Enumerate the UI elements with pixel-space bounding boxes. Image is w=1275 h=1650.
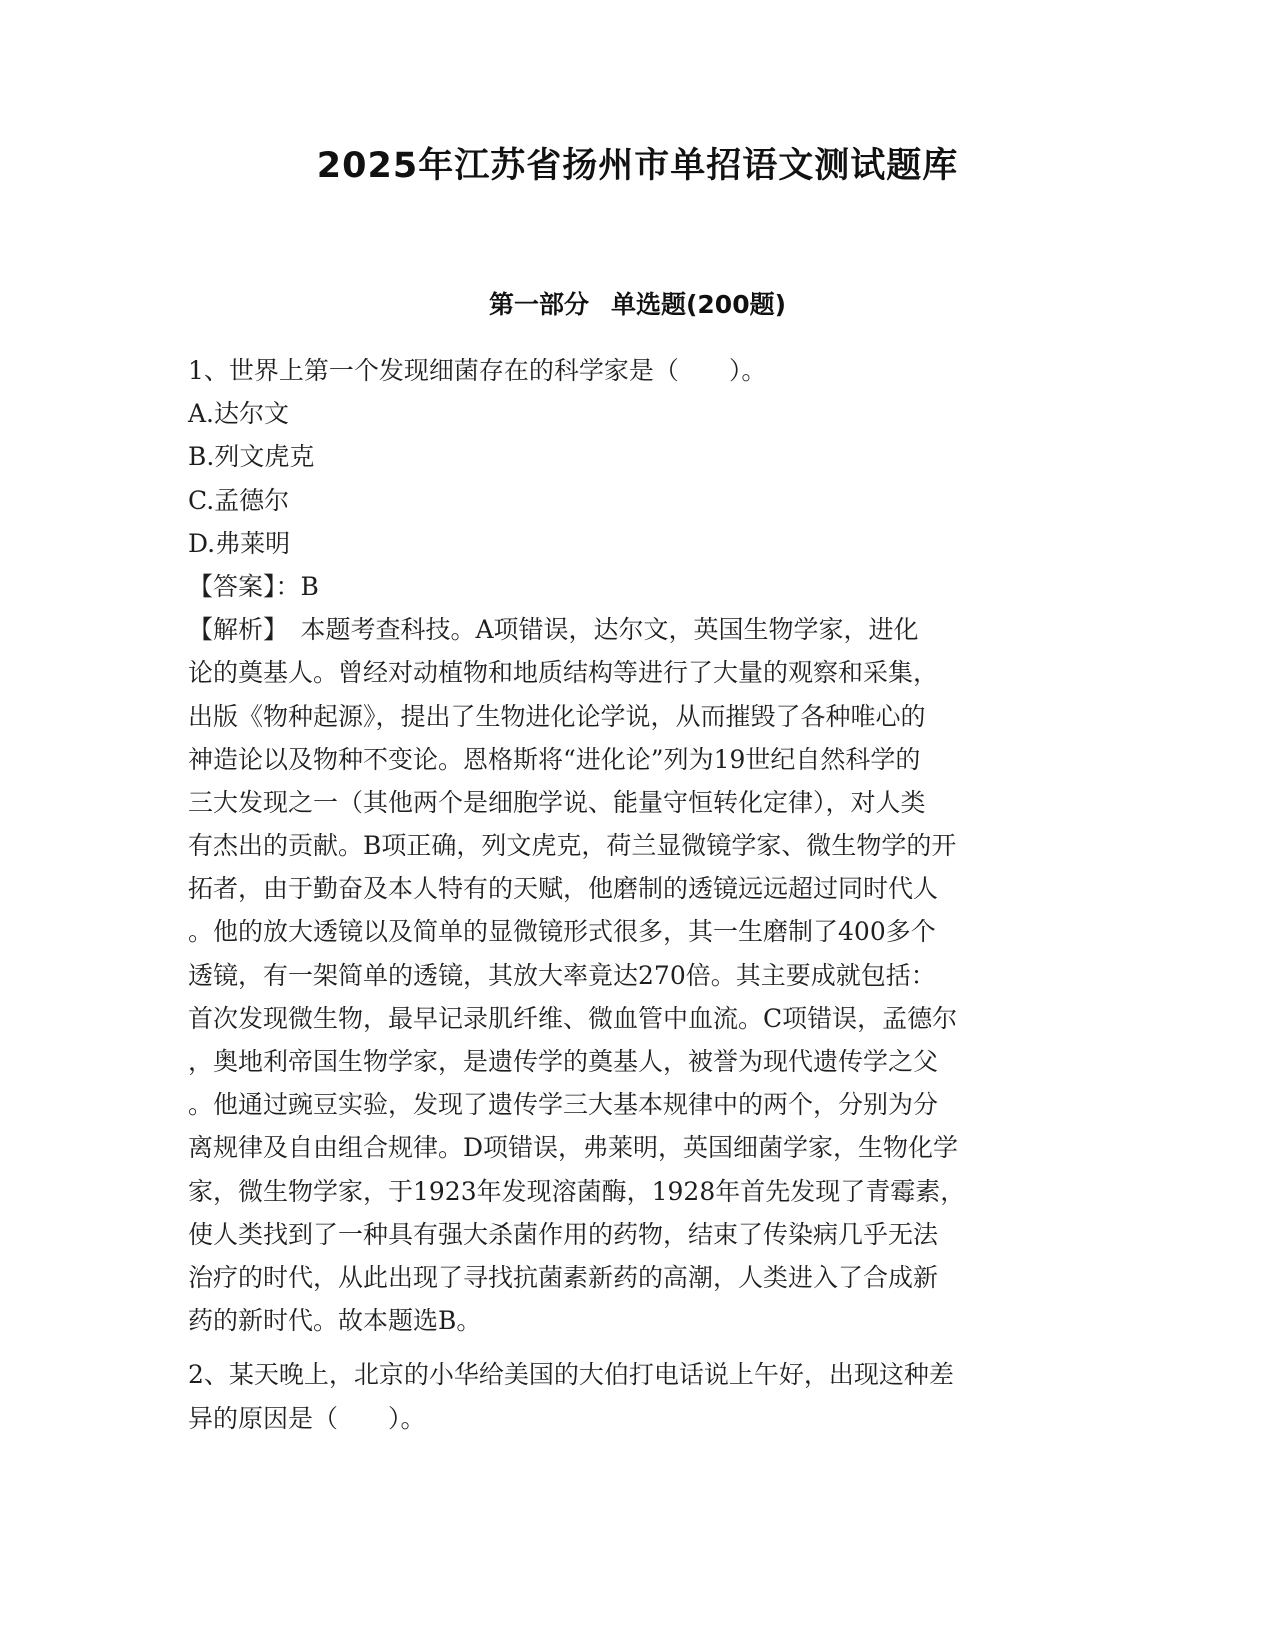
question-1 [188, 349, 1088, 1342]
question-2 [188, 1353, 1088, 1439]
analysis-line: 。他通过豌豆实验，发现了遗传学三大基本规律中的两个，分别为分 [188, 1090, 939, 1120]
analysis-line: 神造论以及物种不变论。恩格斯将“进化论”列为19世纪自然科学的 [188, 744, 921, 774]
option-d: D.弗莱明 [188, 528, 291, 558]
question-stem: 1、世界上第一个发现细菌存在的科学家是（ ）。 [188, 356, 767, 385]
analysis-line: 首次发现微生物，最早记录肌纤维、微血管中血流。C项错误，孟德尔 [188, 1003, 958, 1033]
analysis-line: 三大发现之一（其他两个是细胞学说、能量守恒转化定律），对人类 [188, 787, 926, 817]
analysis-line: 治疗的时代，从此出现了寻找抗菌素新药的高潮，人类进入了合成新 [188, 1262, 939, 1292]
analysis-line: 【解析】 本题考查科技。A项错误，达尔文，英国生物学家，进化 [188, 615, 919, 645]
section-part: 第一部分 [488, 290, 589, 319]
answer-line: 【答案】：B [188, 571, 319, 601]
option-c: C.孟德尔 [188, 485, 290, 515]
section-name: 单选题(200题) [610, 290, 787, 319]
analysis-line: 论的奠基人。曾经对动植物和地质结构等进行了大量的观察和采集， [188, 658, 939, 688]
analysis-line: ，奥地利帝国生物学家，是遗传学的奠基人，被誉为现代遗传学之父 [188, 1047, 939, 1076]
analysis-line: 离规律及自由组合规律。D项错误，弗莱明，英国细菌学家，生物化学 [188, 1133, 959, 1163]
analysis-paragraph [188, 608, 1088, 1342]
analysis-line: 拓者，由于勤奋及本人特有的天赋，他磨制的透镜远远超过同时代人 [188, 874, 939, 904]
question-stem: 2、某天晚上，北京的小华给美国的大伯打电话说上午好，出现这种差 [188, 1360, 954, 1390]
analysis-line: 药的新时代。故本题选B。 [188, 1306, 482, 1336]
option-a: A.达尔文 [188, 399, 290, 429]
analysis-line: 有杰出的贡献。B项正确，列文虎克，荷兰显微镜学家、微生物学的开 [188, 831, 957, 861]
analysis-line: 。他的放大透镜以及简单的显微镜形式很多，其一生磨制了400多个 [188, 917, 936, 947]
analysis-line: 出版《物种起源》，提出了生物进化论学说，从而摧毁了各种唯心的 [188, 701, 926, 731]
document-body [188, 349, 1088, 1440]
analysis-line: 透镜，有一架简单的透镜，其放大率竟达270倍。其主要成就包括： [188, 960, 936, 990]
section-heading [0, 287, 1275, 323]
question-stem: 异的原因是（ ）。 [188, 1403, 426, 1433]
document-title: 2025年江苏省扬州市单招语文测试题库 [316, 146, 959, 186]
analysis-line: 家，微生物学家，于1923年发现溶菌酶，1928年首先发现了青霉素， [188, 1176, 966, 1206]
option-b: B.列文虎克 [188, 442, 315, 472]
analysis-line: 使人类找到了一种具有强大杀菌作用的药物，结束了传染病几乎无法 [188, 1219, 939, 1249]
